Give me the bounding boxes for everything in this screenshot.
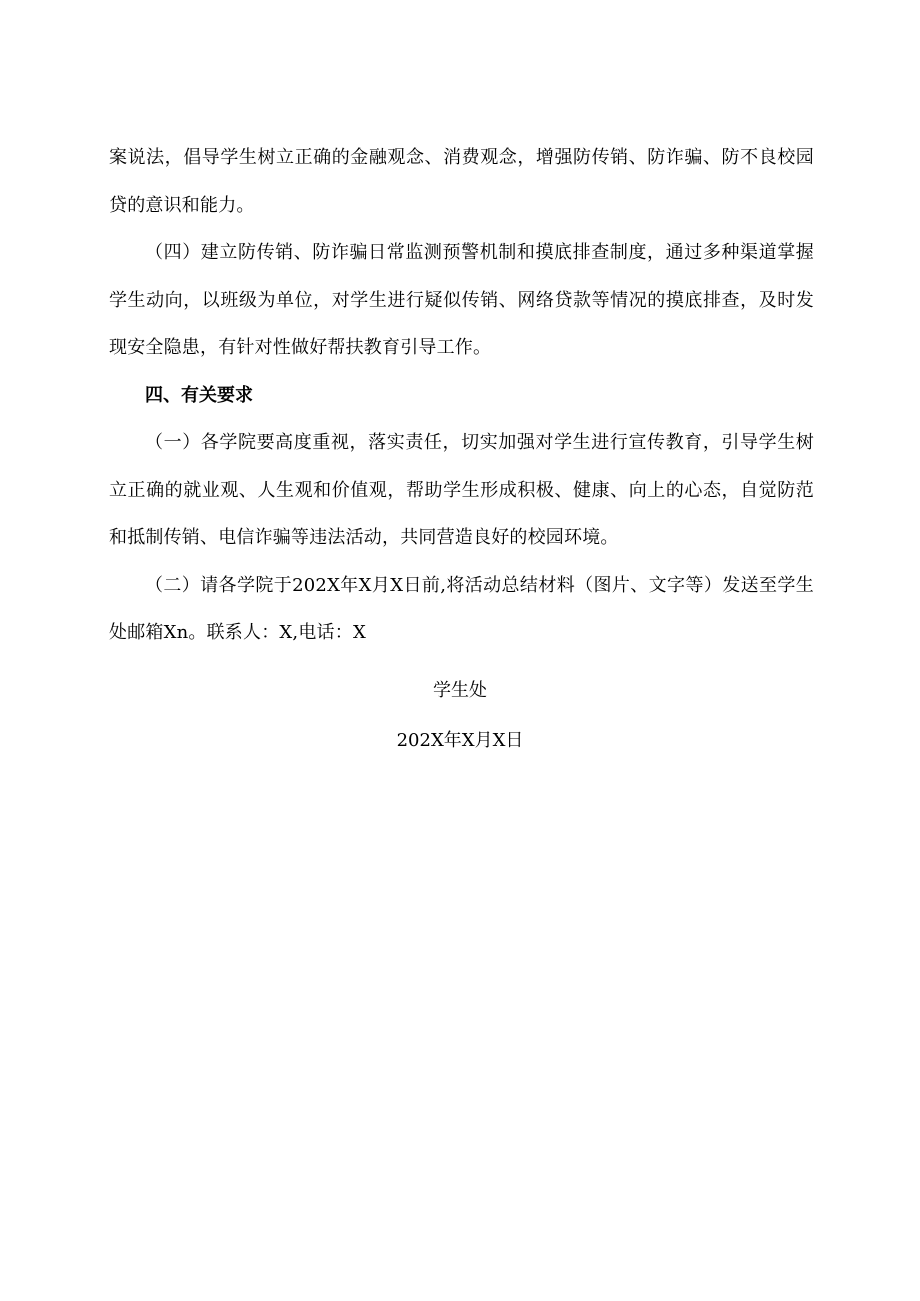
paragraph-requirement-1: （一）各学院要高度重视，落实责任，切实加强对学生进行宣传教育，引导学生树立正确的就业观、人生观和价值观，帮助学生形成积极、健康、向上的心态，自觉防范和抵制传销、电信诈骗等违法活动，共同营造良好的校园环境。 xyxy=(109,432,814,548)
paragraph-continuation: 案说法，倡导学生树立正确的金融观念、消费观念，增强防传销、防诈骗、防不良校园贷的意识和能力。 xyxy=(109,147,814,216)
signature-organization: 学生处 xyxy=(433,680,487,701)
section-heading-requirements: 四、有关要求 xyxy=(145,384,253,406)
document-body xyxy=(109,134,814,657)
signature-date: 202X年X月X日 xyxy=(396,730,524,751)
paragraph-item-4: （四）建立防传销、防诈骗日常监测预警机制和摸底排查制度，通过多种渠道掌握学生动向，以班级为单位，对学生进行疑似传销、网络贷款等情况的摸底排查，及时发现安全隐患，有针对性做好帮扶教育引导工作。 xyxy=(109,242,814,358)
paragraph-requirement-2: （二）请各学院于202X年X月X日前,将活动总结材料（图片、文字等）发送至学生处邮箱Xn。联系人：X,电话：X xyxy=(109,574,814,643)
